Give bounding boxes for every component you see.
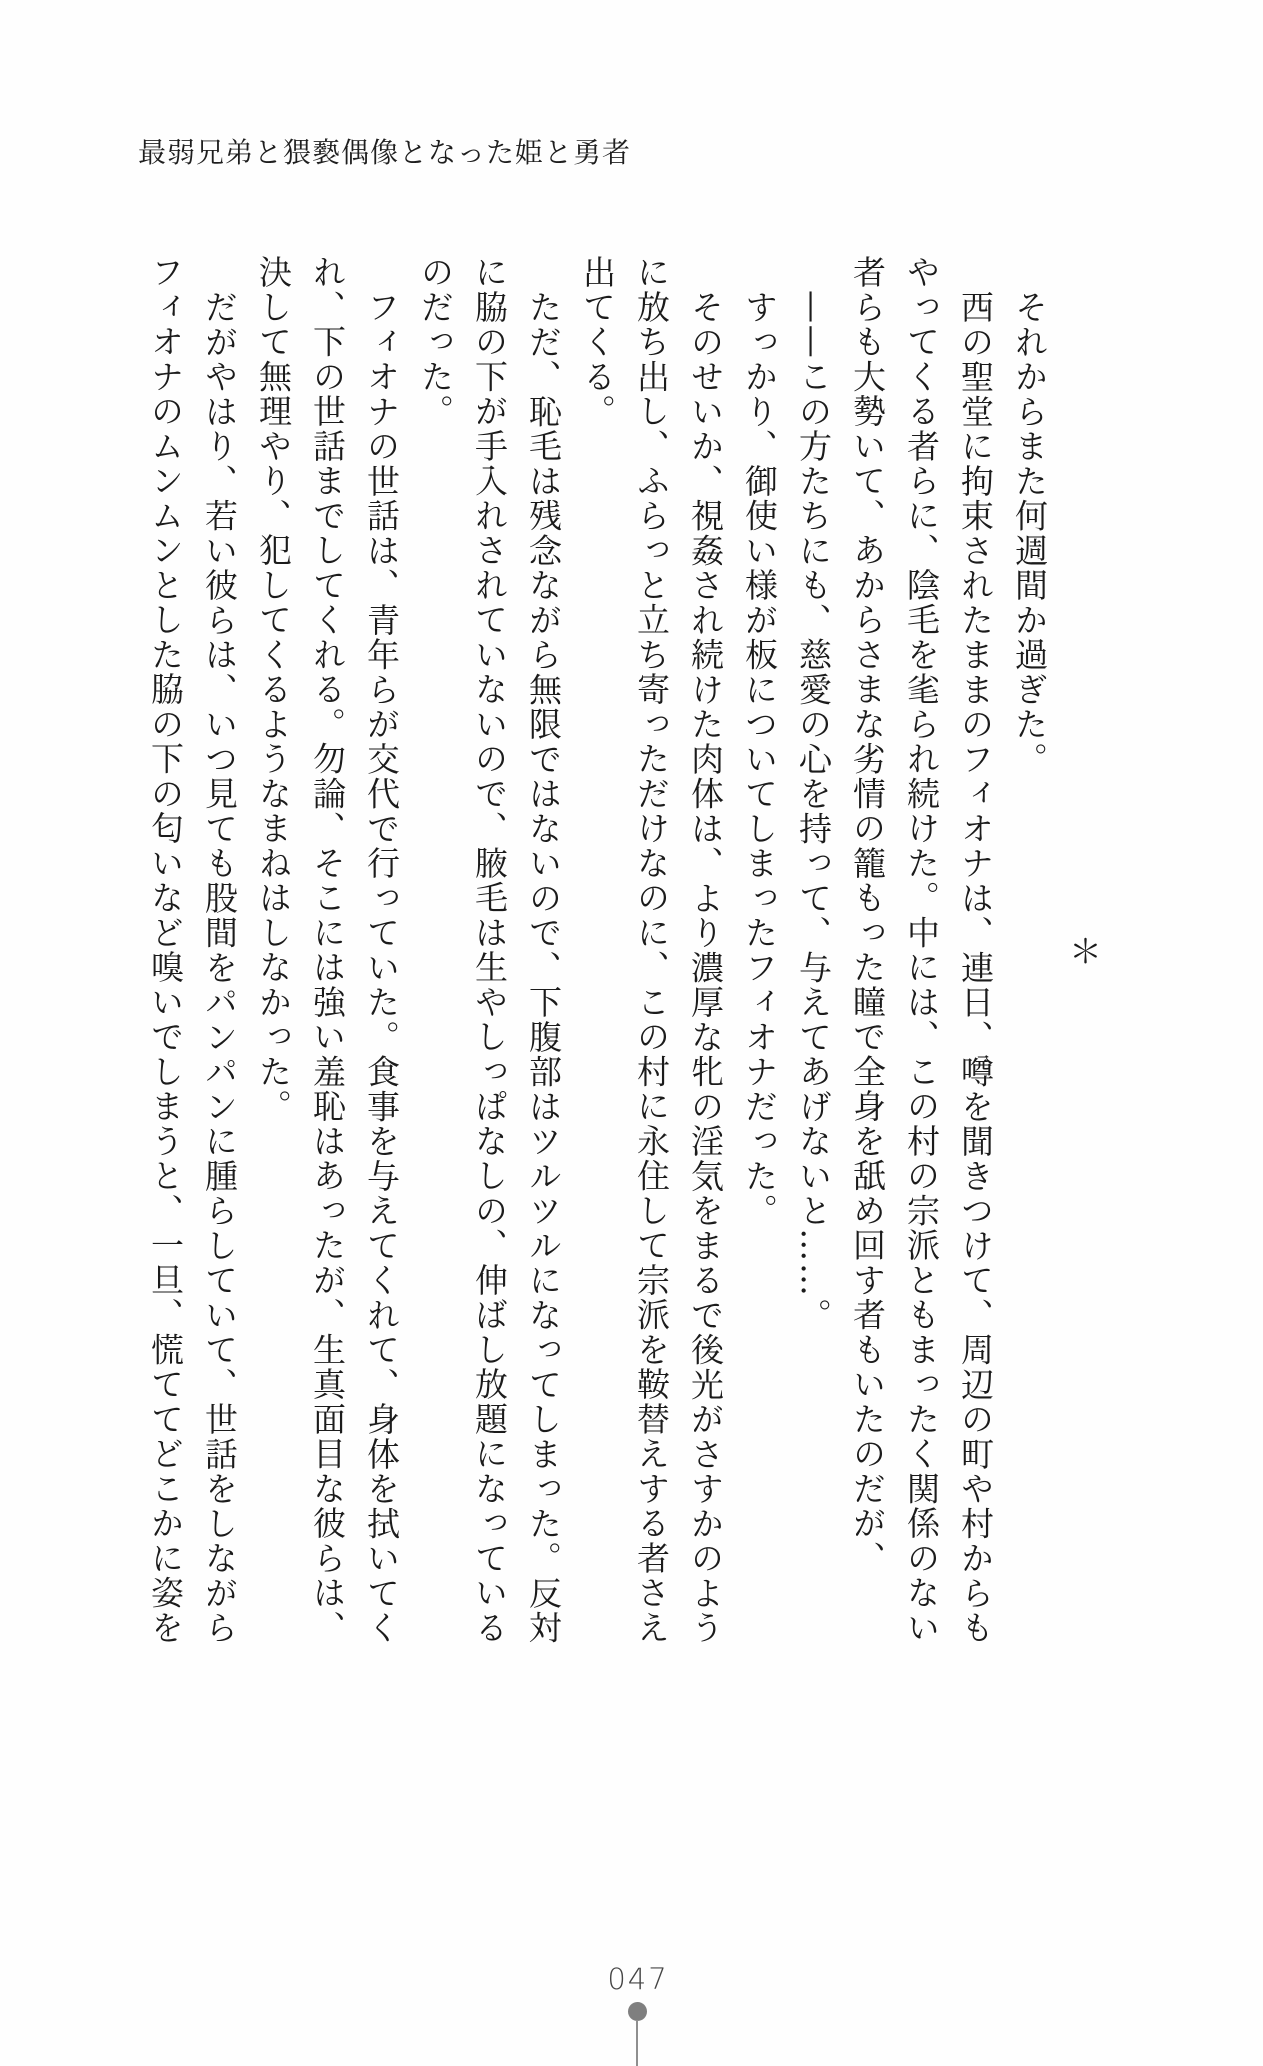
text-line: 者らも大勢いて、あからさまな劣情の籠もった瞳で全身を舐め回す者もいたのだが、 bbox=[848, 255, 887, 1576]
text-line: に放ち出し、ふらっと立ち寄っただけなのに、この村に永住して宗派を鞍替えする者さえ bbox=[632, 255, 671, 1645]
text-line: それからまた何週間か過ぎた。 bbox=[1010, 290, 1049, 777]
text-line: に脇の下が手入れされていないので、腋毛は生やしっぱなしの、伸ばし放題になっている bbox=[470, 255, 509, 1645]
text-line: れ、下の世話までしてくれる。勿論、そこには強い羞恥はあったが、生真面目な彼らは、 bbox=[308, 255, 347, 1645]
text-line: そのせいか、視姦され続けた肉体は、より濃厚な牝の淫気をまるで後光がさすかのよう bbox=[686, 290, 725, 1646]
text-line: すっかり、御使い様が板についてしまったフィオナだった。 bbox=[740, 290, 779, 1229]
text-line: 出てくる。 bbox=[578, 255, 617, 429]
text-line: やってくる者らに、陰毛を毟られ続けた。中には、この村の宗派ともまったく関係のない bbox=[902, 255, 941, 1645]
footer-rule-ornament bbox=[636, 2020, 638, 2066]
text-line: フィオナの世話は、青年らが交代で行っていた。食事を与えてくれて、身体を拭いてく bbox=[362, 290, 401, 1646]
footer-dot-ornament bbox=[628, 2002, 647, 2021]
text-line: フィオナのムンムンとした脇の下の匂いなど嗅いでしまうと、一旦、慌ててどこかに姿を bbox=[146, 255, 185, 1645]
scene-break-asterisk: ＊ bbox=[1064, 933, 1103, 967]
page-number: 047 bbox=[607, 1962, 669, 1996]
text-line: ——この方たちにも、慈愛の心を持って、与えてあげないと……。 bbox=[794, 290, 833, 1333]
text-line: ただ、恥毛は残念ながら無限ではないので、下腹部はツルツルになってしまった。反対 bbox=[524, 290, 563, 1646]
page-header-title: 最弱兄弟と猥褻偶像となった姫と勇者 bbox=[138, 136, 632, 169]
text-line: 西の聖堂に拘束されたままのフィオナは、連日、噂を聞きつけて、周辺の町や村からも bbox=[956, 290, 995, 1646]
text-line: 決して無理やり、犯してくるようなまねはしなかった。 bbox=[254, 255, 293, 1124]
text-line: だがやはり、若い彼らは、いつ見ても股間をパンパンに腫らしていて、世話をしながら bbox=[200, 290, 239, 1646]
vertical-text-block bbox=[138, 255, 1110, 1645]
text-line: のだった。 bbox=[416, 255, 455, 429]
